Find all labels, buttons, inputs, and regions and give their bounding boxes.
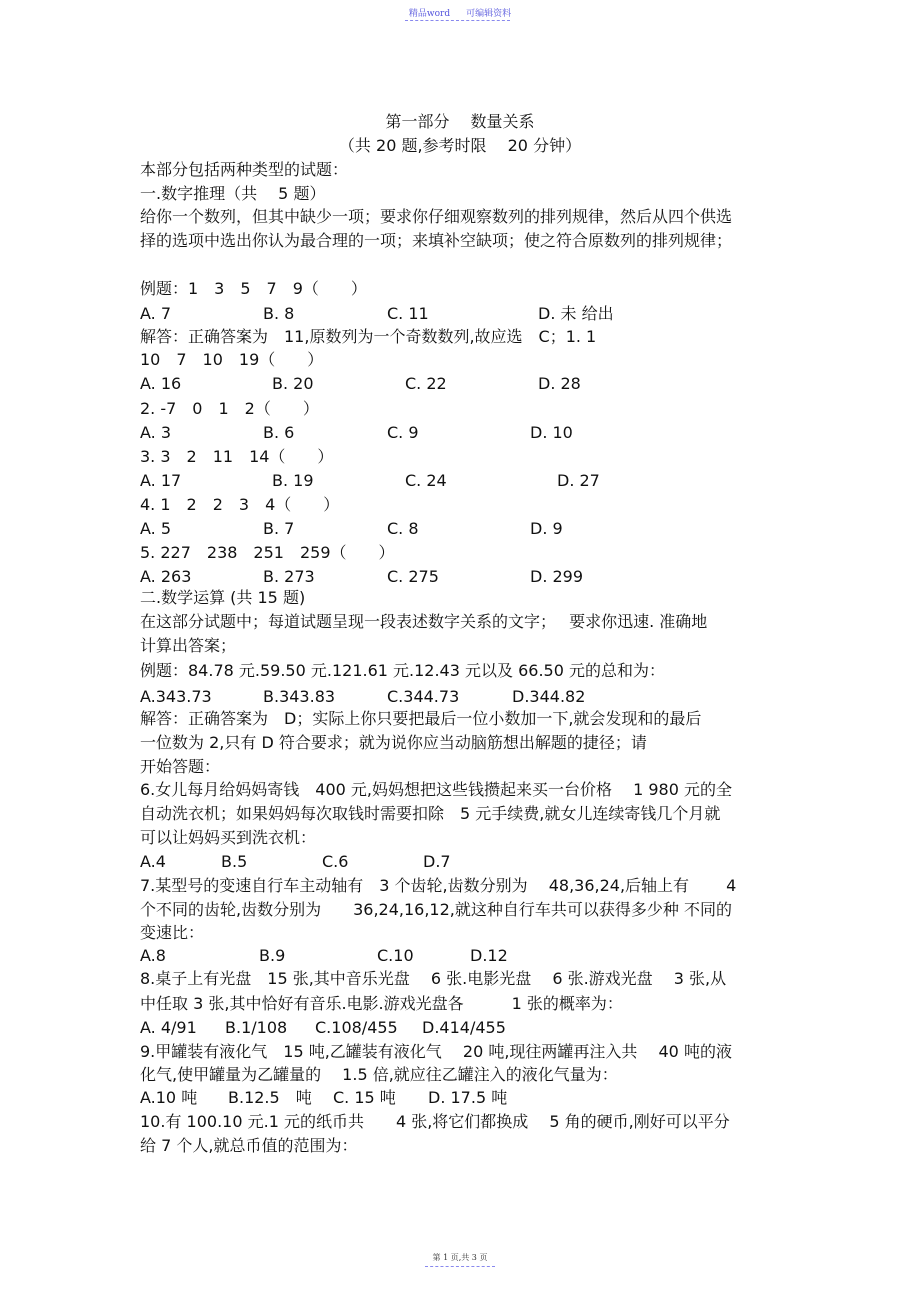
answer-text: 开始答题： — [140, 757, 221, 776]
option-c: C. 9 — [387, 423, 419, 442]
option-a: A. 16 — [140, 374, 182, 393]
paragraph-line: 择的选项中选出你认为最合理的一项；来填补空缺项；使之符合原数列的排列规律； — [140, 231, 733, 250]
option-b: B. 20 — [272, 374, 314, 393]
option-a: A. 263 — [140, 567, 192, 586]
option-c: C. 15 吨 — [333, 1088, 396, 1107]
option-d: D. 28 — [538, 374, 581, 393]
option-c: C. 22 — [405, 374, 447, 393]
option-d: D.7 — [423, 852, 451, 871]
option-a: A. 5 — [140, 519, 172, 538]
option-a: A.4 — [140, 852, 166, 871]
paragraph-line: 计算出答案； — [140, 636, 237, 655]
option-c: C.6 — [322, 852, 349, 871]
question-7: 7.某型号的变速自行车主动轴有 3 个齿轮,齿数分别为 48,36,24,后轴上有 4 — [140, 876, 737, 895]
page-footer: 第 1 页,共 3 页 — [432, 1253, 488, 1262]
question-8: 8.桌子上有光盘 15 张,其中音乐光盘 6 张.电影光盘 6 张.游戏光盘 3 张,从 — [140, 969, 727, 988]
intro-text: 本部分包括两种类型的试题： — [140, 160, 349, 179]
section-subtitle: （共 20 题,参考时限 20 分钟） — [338, 136, 582, 155]
question-6: 6.女儿每月给妈妈寄钱 400 元,妈妈想把这些钱攒起来买一台价格 1 980 元的全 — [140, 780, 732, 799]
option-d: D. 9 — [530, 519, 563, 538]
question-7: 变速比： — [140, 923, 205, 942]
option-c: C.344.73 — [387, 687, 460, 706]
option-c: C. 11 — [387, 304, 429, 323]
section-heading: 一.数字推理（共 5 题） — [140, 184, 326, 203]
section-title: 第一部分 数量关系 — [385, 112, 535, 131]
option-d: D.414/455 — [422, 1018, 506, 1037]
option-a: A. 7 — [140, 304, 172, 323]
question-1: 10 7 10 19（ ） — [140, 350, 324, 369]
question-8: 中任取 3 张,其中恰好有音乐.电影.游戏光盘各 1 张的概率为： — [140, 994, 623, 1013]
option-a: A.10 吨 — [140, 1088, 198, 1107]
option-d: D.12 — [470, 946, 508, 965]
question-6: 可以让妈妈买到洗衣机： — [140, 828, 317, 847]
question-9: 9.甲罐装有液化气 15 吨,乙罐装有液化气 20 吨,现往两罐再注入共 40 吨的液 — [140, 1042, 732, 1061]
option-b: B.5 — [221, 852, 248, 871]
answer-text: 解答：正确答案为 11,原数列为一个奇数数列,故应选 C；1. 1 — [140, 327, 597, 346]
option-b: B. 6 — [263, 423, 295, 442]
footer-divider — [425, 1266, 495, 1267]
section-heading: 二.数学运算 (共 15 题) — [140, 588, 306, 607]
option-b: B.1/108 — [225, 1018, 288, 1037]
option-c: C.10 — [377, 946, 414, 965]
option-c: C. 8 — [387, 519, 419, 538]
question-7: 个不同的齿轮,齿数分别为 36,24,16,12,就这种自行车共可以获得多少种 不同的 — [140, 900, 732, 919]
header-left: 精品word — [408, 9, 451, 19]
question-4: 4. 1 2 2 3 4（ ） — [140, 495, 340, 514]
example-question: 例题：1 3 5 7 9（ ） — [140, 279, 367, 298]
option-d: D. 17.5 吨 — [428, 1088, 508, 1107]
question-10: 10.有 100.10 元.1 元的纸币共 4 张,将它们都换成 5 角的硬币,刚好可以平分 — [140, 1112, 730, 1131]
answer-text: 一位数为 2,只有 D 符合要求；就为说你应当动脑筋想出解题的捷径；请 — [140, 733, 647, 752]
header-right: 可编辑资料 — [466, 9, 512, 19]
example-question: 例题：84.78 元.59.50 元.121.61 元.12.43 元以及 66.50 元的总和为： — [140, 661, 665, 680]
option-b: B.12.5 吨 — [228, 1088, 312, 1107]
option-a: A. 3 — [140, 423, 172, 442]
question-3: 3. 3 2 11 14（ ） — [140, 447, 334, 466]
paragraph-line: 在这部分试题中；每道试题呈现一段表述数字关系的文字； 要求你迅速. 准确地 — [140, 612, 708, 631]
option-b: B.9 — [259, 946, 286, 965]
option-c: C. 24 — [405, 471, 447, 490]
option-a: A. 17 — [140, 471, 182, 490]
option-d: D.344.82 — [512, 687, 586, 706]
option-d: D. 未 给出 — [538, 304, 614, 323]
question-2: 2. -7 0 1 2（ ） — [140, 399, 319, 418]
paragraph-line: 给你一个数列，但其中缺少一项；要求你仔细观察数列的排列规律，然后从四个供选 — [140, 207, 733, 226]
option-c: C. 275 — [387, 567, 439, 586]
option-b: B. 19 — [272, 471, 314, 490]
header-divider — [405, 20, 510, 21]
option-d: D. 10 — [530, 423, 573, 442]
page-header — [0, 6, 920, 19]
option-b: B. 273 — [263, 567, 315, 586]
question-10: 给 7 个人,就总币值的范围为： — [140, 1136, 358, 1155]
option-d: D. 27 — [557, 471, 600, 490]
option-a: A. 4/91 — [140, 1018, 197, 1037]
option-a: A.343.73 — [140, 687, 212, 706]
question-6: 自动洗衣机；如果妈妈每次取钱时需要扣除 5 元手续费,就女儿连续寄钱几个月就 — [140, 804, 721, 823]
option-c: C.108/455 — [315, 1018, 398, 1037]
option-d: D. 299 — [530, 567, 584, 586]
option-b: B. 7 — [263, 519, 295, 538]
question-5: 5. 227 238 251 259（ ） — [140, 543, 395, 562]
option-b: B. 8 — [263, 304, 295, 323]
answer-text: 解答：正确答案为 D；实际上你只要把最后一位小数加一下,就会发现和的最后 — [140, 709, 702, 728]
option-a: A.8 — [140, 946, 166, 965]
option-b: B.343.83 — [263, 687, 336, 706]
question-9: 化气,使甲罐量为乙罐量的 1.5 倍,就应往乙罐注入的液化气量为： — [140, 1065, 618, 1084]
